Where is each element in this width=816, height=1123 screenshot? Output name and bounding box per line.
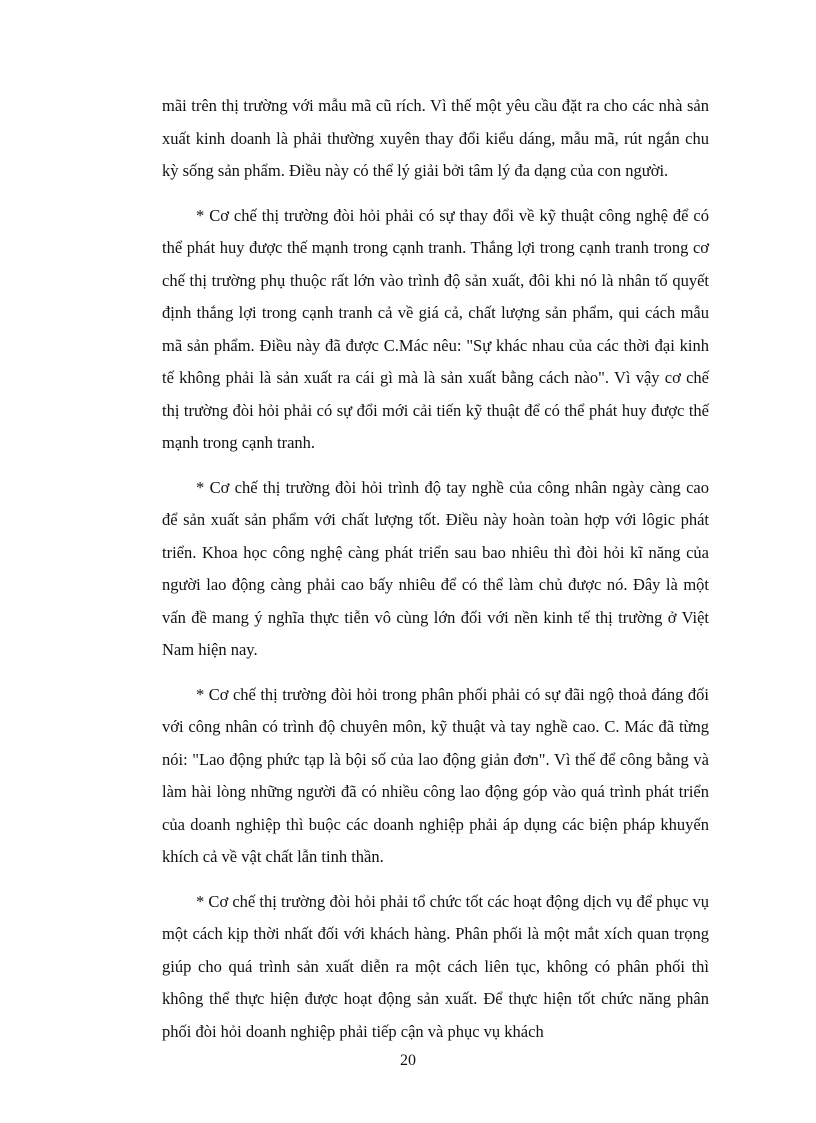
document-body [162,90,709,1060]
paragraph-technology: * Cơ chế thị trường đòi hỏi phải có sự thay đổi về kỹ thuật công nghệ để có thể phát huy được thế mạnh trong cạnh tranh. Thắng lợi trong cạnh tranh trong cơ chế thị trường phụ thuộc rất lớn vào trình độ sản xuất, đôi khi nó là nhân tố quyết định thắng lợi trong cạnh tranh cả về giá cả, chất lượng sản phẩm, qui cách mẫu mã sản phẩm. Điều này đã được C.Mác nêu: "Sự khác nhau của các thời đại kinh tế không phải là sản xuất ra cái gì mà là sản xuất bằng cách nào". Vì vậy cơ chế thị trường đòi hỏi phải có sự đổi mới cải tiến kỹ thuật để có thể phát huy được thế mạnh trong cạnh tranh. [162,205,709,452]
page-number: 20 [400,1052,416,1069]
paragraph-distribution: * Cơ chế thị trường đòi hỏi trong phân phối phải có sự đãi ngộ thoả đáng đối với công nhân có trình độ chuyên môn, kỹ thuật và tay nghề cao. C. Mác đã từng nói: "Lao động phức tạp là bội số của lao động giản đơn". Vì thế để công bằng và làm hài lòng những người đã có nhiều công lao động góp vào quá trình phát triển của doanh nghiệp thì buộc các doanh nghiệp phải áp dụng các biện pháp khuyến khích cả về vật chất lẫn tinh thần. [162,684,709,866]
paragraph-services: * Cơ chế thị trường đòi hỏi phải tổ chức tốt các hoạt động dịch vụ để phục vụ một cách kịp thời nhất đối với khách hàng. Phân phối là một mắt xích quan trọng giúp cho quá trình sản xuất diễn ra một cách liên tục, không có phân phối thì không thể thực hiện được hoạt động sản xuất. Để thực hiện tốt chức năng phân phối đòi hỏi doanh nghiệp phải tiếp cận và phục vụ khách [162,891,709,1041]
paragraph-continuation: mãi trên thị trường với mẫu mã cũ rích. Vì thế một yêu cầu đặt ra cho các nhà sản xuất kinh doanh là phải thường xuyên thay đổi kiểu dáng, mẫu mã, rút ngắn chu kỳ sống sản phẩm. Điều này có thể lý giải bởi tâm lý đa dạng của con người. [162,96,709,180]
paragraph-skills: * Cơ chế thị trường đòi hỏi trình độ tay nghề của công nhân ngày càng cao để sản xuất sản phẩm với chất lượng tốt. Điều này hoàn toàn hợp với lôgic phát triển. Khoa học công nghệ càng phát triển sau bao nhiêu thì đòi hỏi kĩ năng của người lao động càng phải cao bấy nhiêu để có thể làm chủ được nó. Đây là một vấn đề mang ý nghĩa thực tiễn vô cùng lớn đối với nền kinh tế thị trường ở Việt Nam hiện nay. [162,477,709,659]
